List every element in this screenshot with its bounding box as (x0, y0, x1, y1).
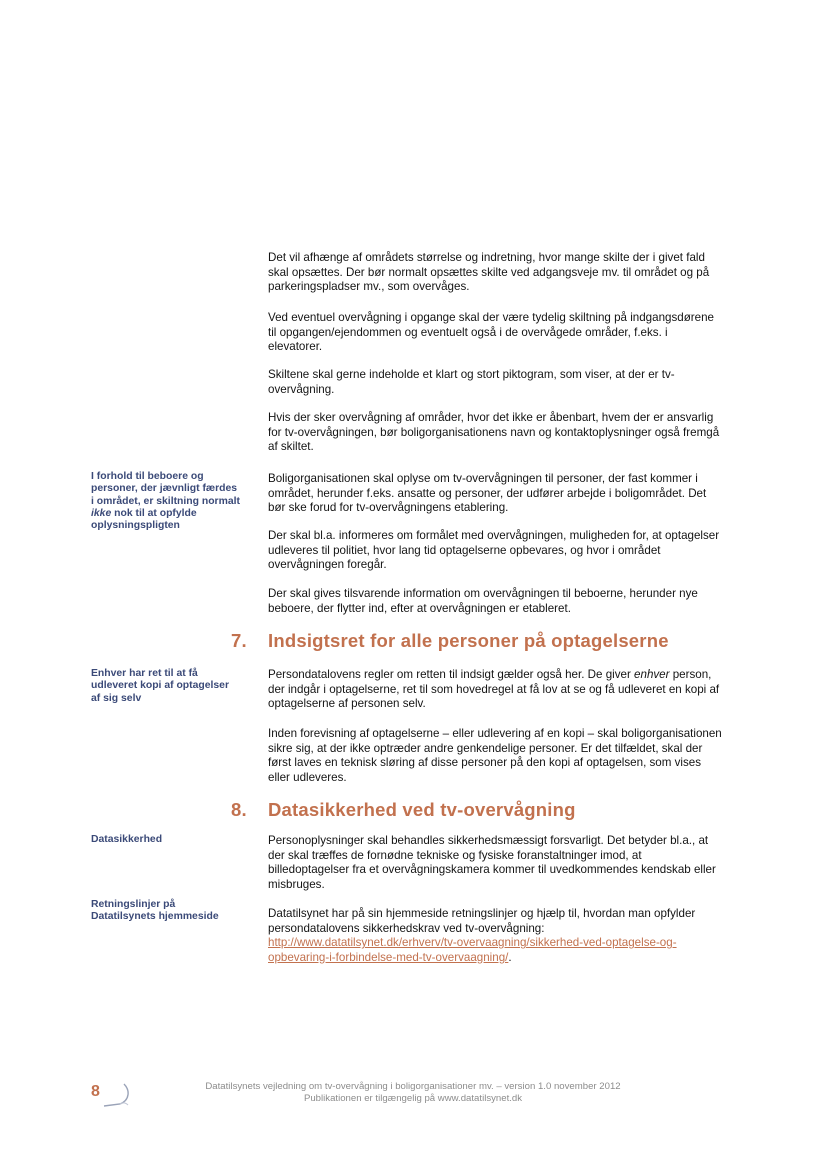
paragraph-inform-residents: Der skal gives tilsvarende information om overvågningen til beboerne, herunder nye beboere, der flytter ind, efter at overvågningen er etableret. (268, 587, 698, 615)
paragraph-responsible-contact: Hvis der sker overvågning af områder, hvor det ikke er åbenbart, hvem der er ansvarlig for tv-overvågningen, bør boligorganisationens navn og kontaktoplysninger også fremgå af skiltet. (268, 411, 720, 454)
page-footer (150, 1081, 676, 1106)
page-number: 8 (91, 1083, 100, 1100)
guidelines-link[interactable]: http://www.datatilsynet.dk/erhverv/tv-overvaagning/sikkerhed-ved-optagelse-og-opbevaring-i-forbindelse-med-tv-overvaagning/ (268, 936, 677, 964)
paragraph-data-security: Personoplysninger skal behandles sikkerhedsmæssigt forsvarligt. Det betyder bl.a., at der skal træffes de fornødne tekniske og fysiske foranstaltninger imod, at billedoptagelser fra et overvågningskamera kommer til uvedkommendes kendskab eller misbruges. (268, 834, 716, 891)
paragraph-pictogram: Skiltene skal gerne indeholde et klart og stort piktogram, som viser, at der er tv-overvågning. (268, 368, 675, 396)
sidenote-guidelines: Retningslinjer på Datatilsynets hjemmeside (91, 899, 219, 923)
footer-line-1: Datatilsynets vejledning om tv-overvågning i boligorganisationer mv. – version 1.0 november 2012 (205, 1081, 621, 1092)
section-title: Datasikkerhed ved tv-overvågning (268, 799, 576, 820)
paragraph-inform-purpose: Der skal bl.a. informeres om formålet med overvågningen, muligheden for, at optagelser udleveres til politiet, hvor lang tid optagelserne opbevares, og hvor i området overvågningen foregår. (268, 529, 720, 572)
sidenote-right-to-copy: Enhver har ret til at få udleveret kopi af optagelser af sig selv (91, 668, 230, 704)
paragraph-signs-placement: Det vil afhænge af områdets størrelse og indretning, hvor mange skilte der i givet fald skal opsættes. Der bør normalt opsættes skilte ved adgangsveje mv. til området og på parkeringspladser mv., som overvåges. (268, 251, 710, 294)
emphasis-text: enhver (634, 668, 670, 681)
footer-line-2: Publikationen er tilgængelig på www.datatilsynet.dk (303, 1093, 523, 1105)
paragraph-access-rights: Persondatalovens regler om retten til indsigt gælder også her. De giver enhver person, der indgår i optagelserne, ret til som hovedregel at få lov at se og få udleveret en kopi af optagelserne af personen selv. (268, 668, 720, 711)
section-number: 7. (231, 630, 247, 651)
paragraph-guidelines: Datatilsynet har på sin hjemmeside retningslinjer og hjælp til, hvordan man opfylder persondatalovens sikkerhedskrav ved tv-overvågning: http://www.datatilsynet.dk/erhverv/tv-overvaagning/sikkerhed-ved-optagelse-og-opbevaring-i-forbindelse-med-tv-overvaagning/. (268, 907, 696, 964)
paragraph-blurring: Inden forevisning af optagelserne – eller udlevering af en kopi – skal boligorganisationen sikre sig, at der ikke optræder andre genkendelige personer. Er det tilfældet, skal der først laves en teknisk sløring af disse personer på den kopi af optagelsen, som vises eller udleveres. (268, 727, 722, 784)
sidenote-data-security: Datasikkerhed (91, 834, 163, 845)
section-number: 8. (231, 799, 247, 820)
page-curl-icon (102, 1082, 136, 1108)
section-title: Indsigtsret for alle personer på optagelserne (268, 630, 669, 651)
paragraph-inform-regulars: Boligorganisationen skal oplyse om tv-overvågningen til personer, der fast kommer i området, herunder f.eks. ansatte og personer, der udfører arbejde i boligområdet. Det bør ske forud for tv-overvågningens etablering. (268, 472, 707, 515)
paragraph-stairwell-signs: Ved eventuel overvågning i opgange skal der være tydelig skiltning på indgangsdørene til opgangen/ejendommen og eventuelt også i de overvågede områder, f.eks. i elevatorer. (268, 311, 715, 354)
sidenote-signage-insufficient: I forhold til beboere og personer, der jævnligt færdes i området, er skiltning normalt ikke nok til at opfylde oplysningspligten (91, 471, 240, 532)
